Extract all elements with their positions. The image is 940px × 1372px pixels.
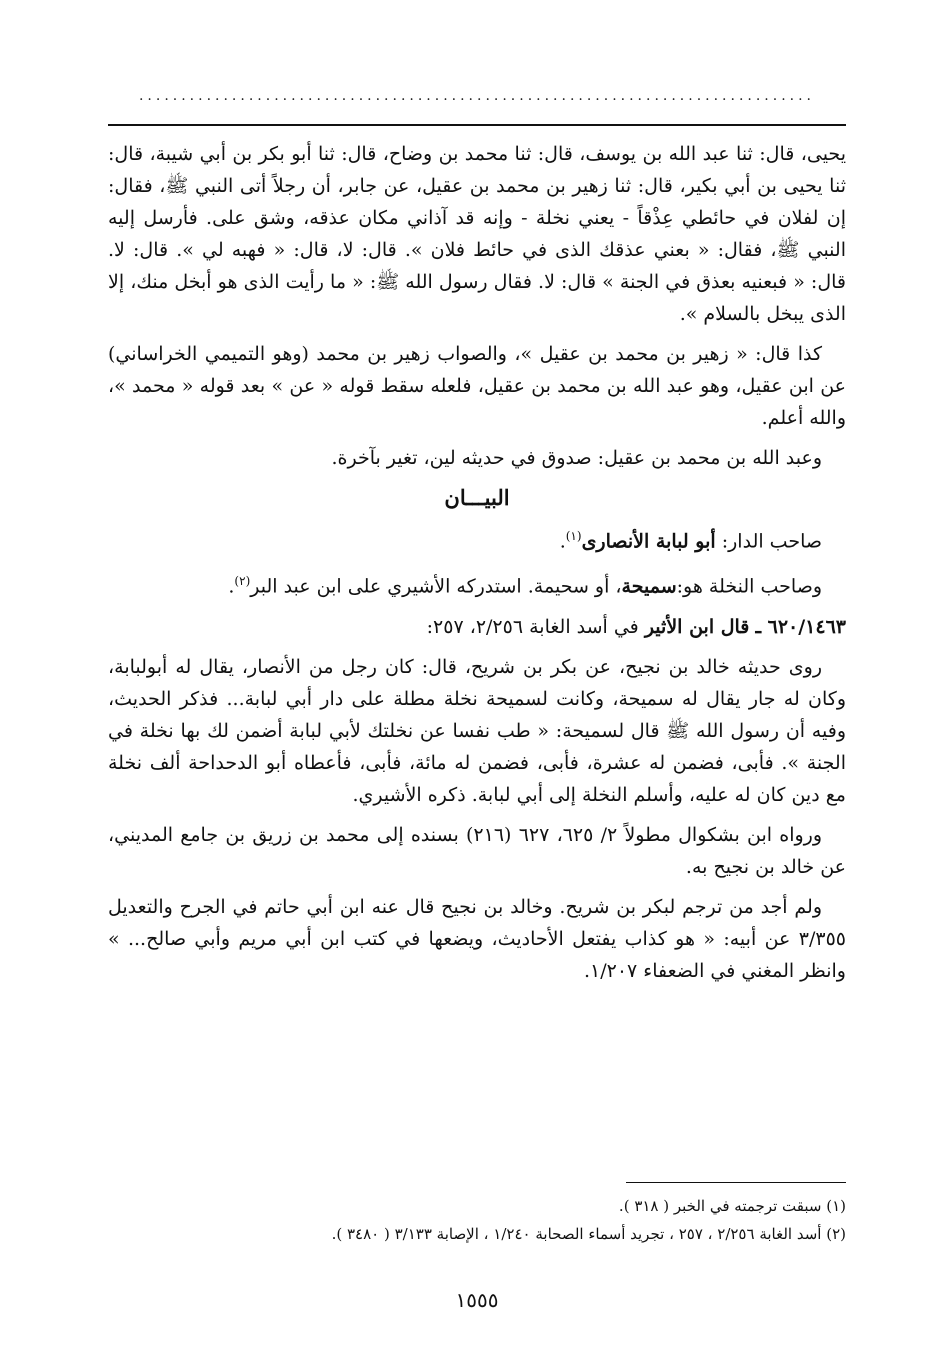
commentary-paragraph: كذا قال: « زهير بن محمد بن عقيل »، والصواب زهير بن محمد (وهو التميمي الخراساني) عن ابن عقيل، وهو عبد الله بن محمد بن عقيل، فلعله سقط قوله « عن » بعد قوله « محمد »، والله أعلم. [108, 343, 846, 429]
owner-label: صاحب الدار: [721, 530, 822, 553]
entry-heading [108, 611, 846, 643]
narrator-note: وعبد الله بن محمد بن عقيل: صدوق في حديثه لين، تغير بآخرة. [331, 447, 822, 469]
footnote-rule [626, 1182, 846, 1183]
footnote-2: (٢) أسد الغابة ٢/٢٥٦ ، ٢٥٧ ، تجريد أسماء الصحابة ١/٢٤٠ ، الإصابة ٣/١٣٣ ( ٣٤٨٠ ). [331, 1225, 846, 1243]
footnotes [108, 1192, 846, 1248]
owner-end: . [559, 530, 566, 553]
footnote-1: (١) سبقت ترجمته في الخبر ( ٣١٨ ). [618, 1197, 846, 1215]
entry-number: ٦٢٠/١٤٦٣ ـ [755, 615, 846, 638]
entry-paragraph: روى حديثه خالد بن نجيح، عن بكر بن شريح، قال: كان رجل من الأنصار، يقال له أبولبابة، وكان له جار يقال له سميحة، وكانت لسميحة نخلة مطلة على دار أبي لبابة... فذكر الحديث، وفيه أن رسول الله ﷺ قال لسميحة: « طب نفسا عن نخلتك لأبي لبابة أضمن لك بها نخلة في الجنة ». فأبى، فضمن له عشرة، فأبى، فضمن له مائة، فأبى، فأعطاه أبو الدحداحة ألف نخلة مع دين كان له عليه، وأسلم النخلة إلى أبي لبابة. ذكره الأشيري. [108, 655, 846, 806]
owner-footnote-ref: (١) [565, 529, 582, 543]
palm-label: وصاحب النخلة هو: [676, 575, 822, 598]
entry-paragraph: ولم أجد من ترجم لبكر بن شريح. وخالد بن نجيح قال عنه ابن أبي حاتم في الجرح والتعديل ٣/٣٥٥ عن أبيه: « هو كذاب يفتعل الأحاديث، ويضعها في كتب ابن أبي مريم وأبي صالح... » وانظر المغني في الضعفاء ١/٢٠٧. [108, 895, 846, 982]
owner-name: أبو لبابة الأنصارى [581, 530, 716, 553]
entry-author: قال ابن الأثير [644, 615, 750, 638]
entry-paragraph: ورواه ابن بشكوال مطولاً ٢/ ٦٢٥، ٦٢٧ (٢١٦) بسنده إلى محمد بن زريق بن جامع المديني، عن خالد بن نجيح به. [108, 823, 846, 878]
document-page [108, 80, 846, 1340]
entry-reference: في أسد الغابة ٢/٢٥٦، ٢٥٧: [426, 615, 639, 638]
owner-line [108, 520, 846, 557]
header-rule [108, 124, 846, 126]
palm-end: . [228, 575, 235, 598]
palm-footnote-ref: (٢) [234, 574, 251, 589]
main-text [108, 138, 846, 995]
palm-rest: ، أو سحيمة. استدركه الأشيري على ابن عبد البر [250, 575, 622, 598]
palm-name: سميحة [621, 575, 677, 598]
header-dotted-line: ................................................................................ [138, 88, 815, 104]
palm-line [108, 565, 846, 602]
page-number: ١٥٥٥ [455, 1288, 499, 1312]
hadith-paragraph: يحيى، قال: ثنا عبد الله بن يوسف، قال: ثنا محمد بن وضاح، قال: ثنا أبو بكر بن أبي شيبة، قال: ثنا يحيى بن أبي بكير، قال: ثنا زهير بن محمد بن عقيل، عن جابر، أن رجلاً أتى النبي ﷺ، فقال: إن لفلان في حائطي عِذْقاً - يعني نخلة - وإنه قد آذاني مكان عذقه، وشق على. فأرسل إليه النبي ﷺ، فقال: « بعني عذقك الذى في حائط فلان ». قال: لا، قال: « فهبه لي ». قال: لا. قال: « فبعنيه بعذق في الجنة » قال: لا. فقال رسول الله ﷺ: « ما رأيت الذى هو أبخل منك، إلا الذى يبخل بالسلام ». [108, 143, 846, 325]
bayan-title: البيـــان [444, 485, 510, 510]
